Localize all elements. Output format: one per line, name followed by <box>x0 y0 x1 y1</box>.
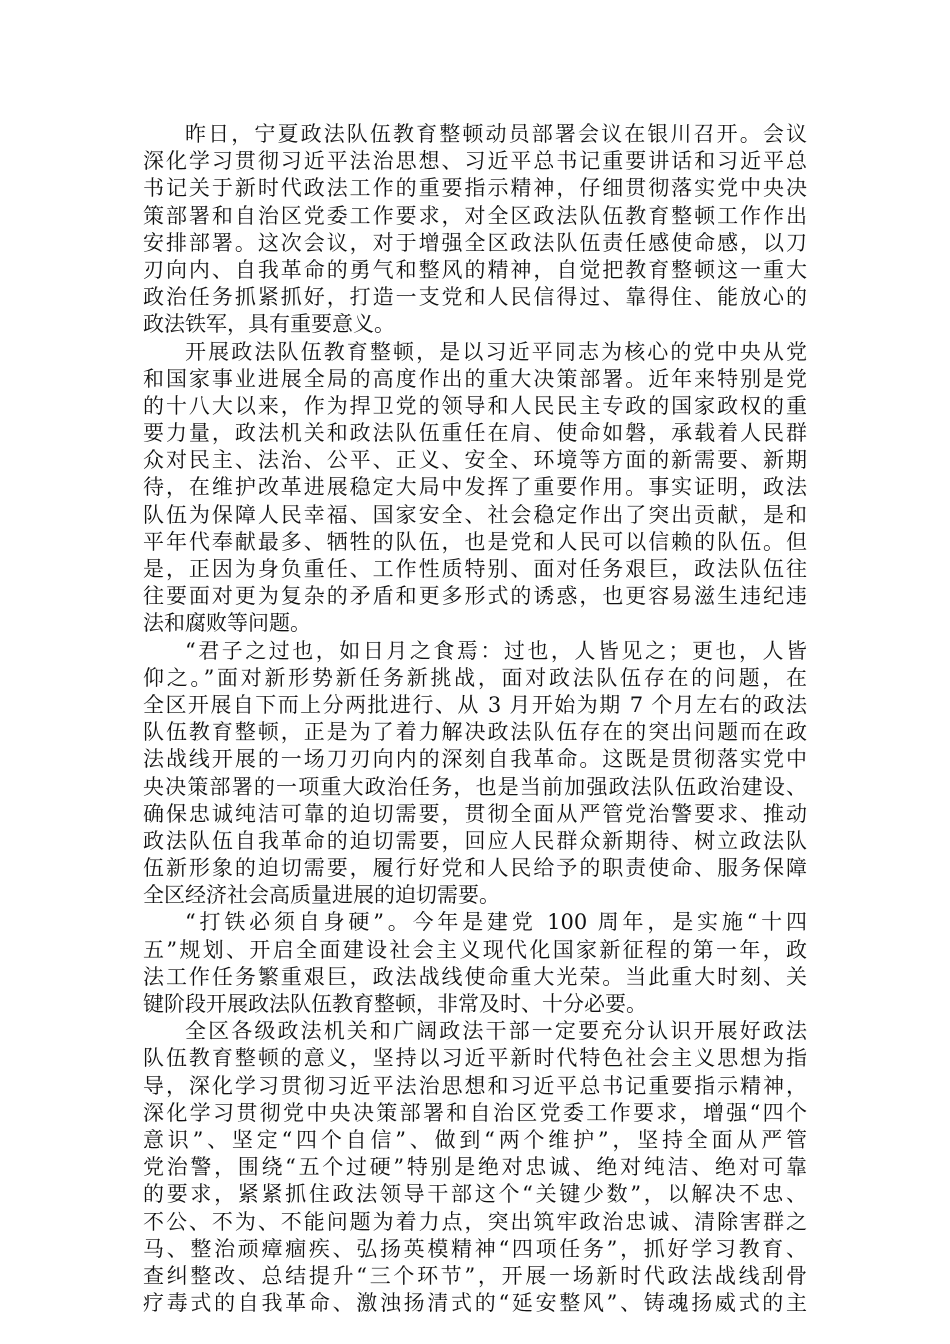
text-line: 要力量，政法机关和政法队伍重任在肩、使命如磐，承载着人民群 <box>143 421 807 446</box>
text-line: 仰之。”面对新形势新任务新挑战，面对政法队伍存在的问题，在 <box>143 665 807 690</box>
text-line: 深化学习贯彻党中央决策部署和自治区党委工作要求，增强“四个 <box>143 1100 807 1125</box>
text-line: 队伍为保障人民幸福、国家安全、社会稳定作出了突出贡献，是和 <box>143 502 807 527</box>
text-line: 键阶段开展政法队伍教育整顿，非常及时、十分必要。 <box>143 992 647 1016</box>
text-line: 央决策部署的一项重大政治任务，也是当前加强政法队伍政治建设、 <box>143 774 807 799</box>
text-line: 全区经济社会高质量进展的迫切需要。 <box>143 883 500 908</box>
text-line: “君子之过也，如日月之食焉：过也，人皆见之；更也，人皆 <box>185 638 807 663</box>
text-line: 和国家事业进展全局的高度作出的重大决策部署。近年来特别是党 <box>143 366 807 391</box>
paragraph-4 <box>143 909 807 1018</box>
text-line: 法和腐败等问题。 <box>143 611 311 636</box>
text-line: 是，正因为身负重任、工作性质特别、面对任务艰巨，政法队伍往 <box>143 557 807 581</box>
text-line: 深化学习贯彻习近平法治思想、习近平总书记重要讲话和习近平总 <box>143 149 807 174</box>
text-line: 往要面对更为复杂的矛盾和更多形式的诱惑，也更容易滋生违纪违 <box>143 584 807 609</box>
text-line: 书记关于新时代政法工作的重要指示精神，仔细贯彻落实党中央决 <box>143 176 807 201</box>
text-line: 刃向内、自我革命的勇气和整风的精神，自觉把教育整顿这一重大 <box>143 257 807 282</box>
text-line: 待，在维护改革进展稳定大局中发挥了重要作用。事实证明，政法 <box>143 475 807 500</box>
text-line: 策部署和自治区党委工作要求，对全区政法队伍教育整顿工作作出 <box>143 203 807 228</box>
text-line: 五”规划、开启全面建设社会主义现代化国家新征程的第一年，政 <box>143 937 807 962</box>
text-line: 疗毒式的自我革命、激浊扬清式的“延安整风”、铸魂扬威式的主 <box>143 1291 807 1316</box>
text-line: 的十八大以来，作为捍卫党的领导和人民民主专政的国家政权的重 <box>143 393 807 418</box>
text-line: 不公、不为、不能问题为着力点，突出筑牢政治忠诚、清除害群之 <box>143 1209 807 1234</box>
text-line: 平年代奉献最多、牺牲的队伍，也是党和人民可以信赖的队伍。但 <box>143 529 807 554</box>
text-line: 伍新形象的迫切需要，履行好党和人民给予的职责使命、服务保障 <box>143 856 807 881</box>
text-line: 队伍教育整顿的意义，坚持以习近平新时代特色社会主义思想为指 <box>143 1046 807 1071</box>
text-line: 昨日，宁夏政法队伍教育整顿动员部署会议在银川召开。会议 <box>185 122 807 146</box>
text-line: 党治警，围绕“五个过硬”特别是绝对忠诚、绝对纯洁、绝对可靠 <box>143 1155 807 1180</box>
paragraph-5 <box>143 1018 807 1317</box>
text-line: 全区开展自下而上分两批进行、从 3 月开始为期 7 个月左右的政法 <box>143 692 807 717</box>
text-line: 法战线开展的一场刀刃向内的深刻自我革命。这既是贯彻落实党中 <box>143 747 807 772</box>
paragraph-3 <box>143 638 807 910</box>
document-body <box>143 121 807 1317</box>
text-line: 的要求，紧紧抓住政法领导干部这个“关键少数”，以解决不忠、 <box>143 1182 807 1207</box>
text-line: 意识”、坚定“四个自信”、做到“两个维护”，坚持全面从严管 <box>143 1127 807 1152</box>
text-line: 全区各级政法机关和广阔政法干部一定要充分认识开展好政法 <box>185 1019 807 1044</box>
text-line: 确保忠诚纯洁可靠的迫切需要，贯彻全面从严管党治警要求、推动 <box>143 801 807 826</box>
text-line: 众对民主、法治、公平、正义、安全、环境等方面的新需要、新期 <box>143 448 807 473</box>
paragraph-1 <box>143 121 807 339</box>
text-line: “打铁必须自身硬”。今年是建党 100 周年，是实施“十四 <box>185 910 807 935</box>
text-line: 法工作任务繁重艰巨，政法战线使命重大光荣。当此重大时刻、关 <box>143 964 807 989</box>
text-line: 队伍教育整顿，正是为了着力解决政法队伍存在的突出问题而在政 <box>143 720 807 745</box>
text-line: 政法队伍自我革命的迫切需要，回应人民群众新期待、树立政法队 <box>143 828 807 853</box>
text-line: 政治任务抓紧抓好，打造一支党和人民信得过、靠得住、能放心的 <box>143 285 807 310</box>
paragraph-2 <box>143 339 807 638</box>
text-line: 导，深化学习贯彻习近平法治思想和习近平总书记重要指示精神， <box>143 1073 807 1098</box>
text-line: 开展政法队伍教育整顿，是以习近平同志为核心的党中央从党 <box>185 339 807 364</box>
text-line: 安排部署。这次会议，对于增强全区政法队伍责任感使命感，以刀 <box>143 230 807 255</box>
text-line: 查纠整改、总结提升“三个环节”，开展一场新时代政法战线刮骨 <box>143 1263 807 1288</box>
text-line: 政法铁军，具有重要意义。 <box>143 312 395 337</box>
text-line: 马、整治顽瘴痼疾、弘扬英模精神“四项任务”，抓好学习教育、 <box>143 1236 807 1261</box>
